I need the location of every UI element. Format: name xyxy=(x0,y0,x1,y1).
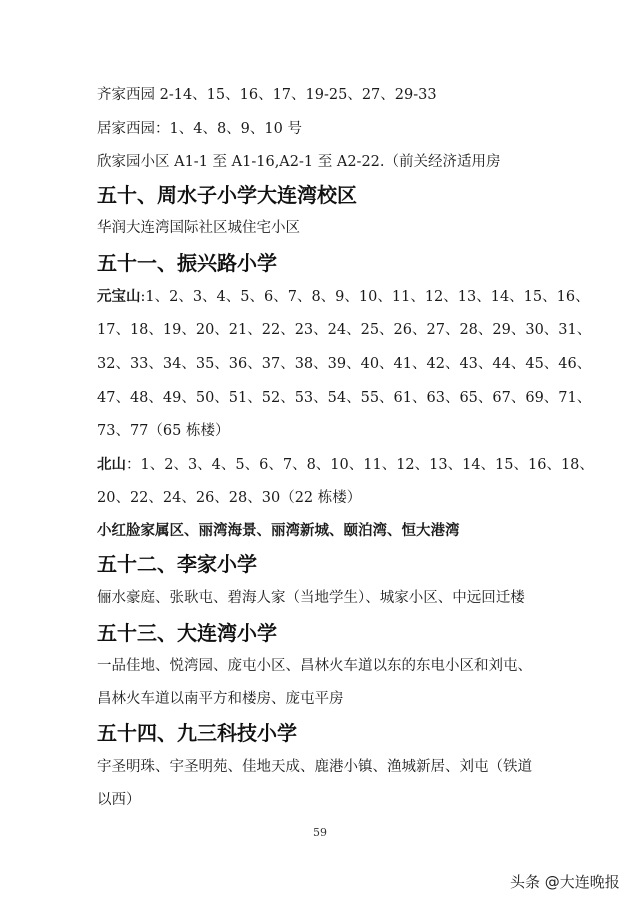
text-line: 华润大连湾国际社区城住宅小区 xyxy=(97,220,300,236)
section-heading: 五十、周水子小学大连湾校区 xyxy=(97,183,357,207)
text-line xyxy=(97,287,590,307)
source-watermark: 头条 @大连晚报 xyxy=(510,873,620,891)
text-line: 20、22、24、26、28、30（22 栋楼） xyxy=(97,490,362,506)
building-list: ：1、2、3、4、5、6、7、8、10、11、12、13、14、15、16、18、 xyxy=(126,457,594,473)
text-line: 以西） xyxy=(97,792,141,808)
text-line: 宇圣明珠、宇圣明苑、佳地天成、鹿港小镇、渔城新居、刘屯（铁道 xyxy=(97,759,532,775)
section-heading: 五十三、大连湾小学 xyxy=(97,621,277,645)
section-heading: 五十一、振兴路小学 xyxy=(97,251,277,275)
section-heading: 五十四、九三科技小学 xyxy=(97,721,297,745)
bold-text-line: 小红脸家属区、丽湾海景、丽湾新城、颐泊湾、恒大港湾 xyxy=(97,523,460,539)
text-line: 齐家西园 2-14、15、16、17、19-25、27、29-33 xyxy=(97,87,437,103)
text-line: 俪水豪庭、张耿屯、碧海人家（当地学生）、城家小区、中远回迁楼 xyxy=(97,590,525,606)
building-list: :1、2、3、4、5、6、7、8、9、10、11、12、13、14、15、16、 xyxy=(140,289,590,305)
text-line: 欣家园小区 A1-1 至 A1-16,A2-1 至 A2-22.（前关经济适用房 xyxy=(97,154,501,170)
text-line xyxy=(97,455,594,475)
text-line: 73、77（65 栋楼） xyxy=(97,423,230,439)
section-heading: 五十二、李家小学 xyxy=(97,552,257,576)
area-label: 元宝山 xyxy=(97,289,141,305)
text-line: 居家西园：1、4、8、9、10 号 xyxy=(97,121,302,137)
area-label: 北山 xyxy=(97,457,126,473)
text-line: 一品佳地、悦湾园、庞屯小区、昌林火车道以东的东电小区和刘屯、 xyxy=(97,658,532,674)
text-line: 17、18、19、20、21、22、23、24、25、26、27、28、29、30、31、 xyxy=(97,322,592,338)
text-line: 32、33、34、35、36、37、38、39、40、41、42、43、44、45、46、 xyxy=(97,356,592,372)
page-number: 59 xyxy=(313,826,327,839)
text-line: 47、48、49、50、51、52、53、54、55、61、63、65、67、69、71、 xyxy=(97,390,592,406)
text-line: 昌林火车道以南平方和楼房、庞屯平房 xyxy=(97,691,344,707)
